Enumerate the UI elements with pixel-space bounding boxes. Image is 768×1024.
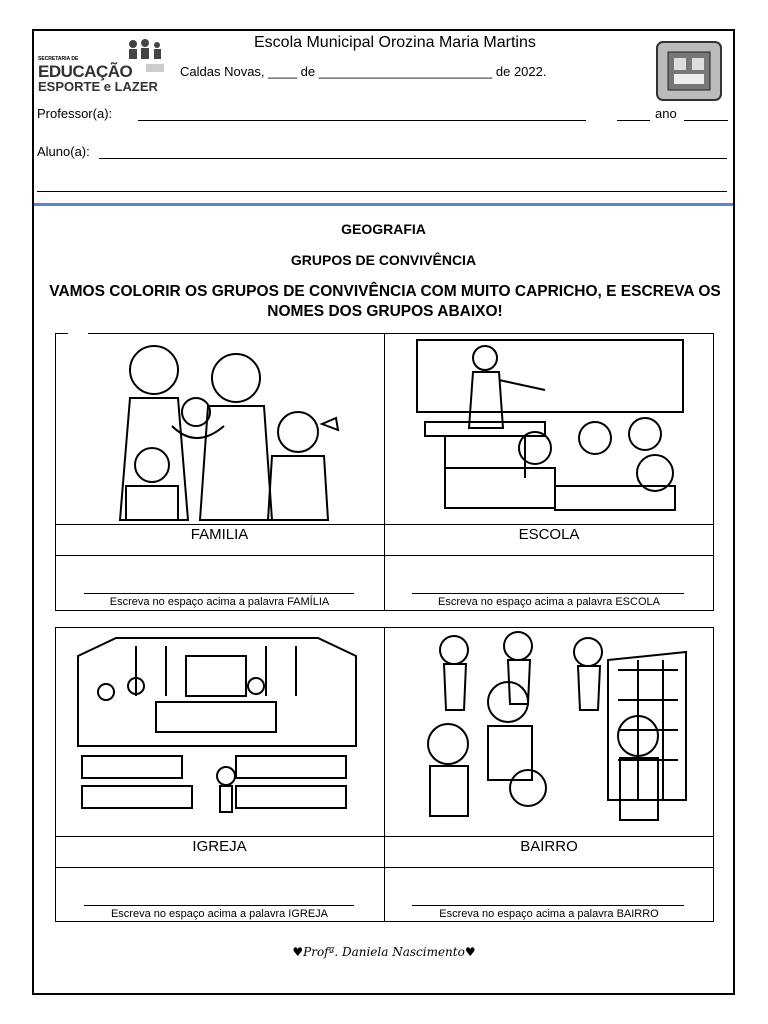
hint-igreja: Escreva no espaço acima a palavra IGREJA <box>110 908 329 920</box>
topic-title: GRUPOS DE CONVIVÊNCIA <box>290 252 477 268</box>
year-field[interactable] <box>617 120 650 121</box>
school-crest <box>654 36 724 106</box>
crest-icon <box>654 36 724 106</box>
bottom-grid-label-row-bottom <box>55 867 714 868</box>
bottom-grid-label-row-top <box>55 836 714 837</box>
teacher-signature: ♥Profª. Daniela Nascimento♥ <box>292 945 476 959</box>
football-picture <box>408 630 688 830</box>
teacher-field[interactable] <box>138 120 586 121</box>
classroom-picture <box>415 338 687 520</box>
school-name: Escola Municipal Orozina Maria Martins <box>254 34 536 51</box>
bottom-grid-divider <box>384 627 385 922</box>
grid-tick <box>68 333 88 335</box>
cell-label-escola: ESCOLA <box>518 526 580 543</box>
header-divider <box>34 203 733 206</box>
hint-bairro: Escreva no espaço acima a palavra BAIRRO <box>439 908 659 920</box>
city-date-line: Caldas Novas, ____ de ________________________ de 2022. <box>180 64 547 79</box>
write-line-igreja[interactable] <box>84 905 354 906</box>
cell-label-igreja: IGREJA <box>192 838 247 855</box>
classroom-illustration-icon <box>415 338 687 520</box>
church-picture <box>76 636 358 814</box>
top-grid-divider <box>384 333 385 611</box>
kids-playing-football-illustration-icon <box>408 630 688 830</box>
family-illustration-icon <box>96 340 350 522</box>
teacher-label: Professor(a): <box>37 106 113 121</box>
education-logo <box>36 38 170 96</box>
logo-line2: ESPORTE e LAZER <box>38 79 158 94</box>
write-line-escola[interactable] <box>412 593 684 594</box>
top-grid-label-row-top <box>55 524 714 525</box>
write-line-bairro[interactable] <box>412 905 684 906</box>
cell-label-familia: FAMILIA <box>190 526 249 543</box>
subject-title: GEOGRAFIA <box>341 221 426 237</box>
student-field[interactable] <box>99 158 727 159</box>
logo-small-text: SECRETARIA DE <box>38 56 79 62</box>
hint-familia: Escreva no espaço acima a palavra FAMÍLIA <box>109 596 330 608</box>
family-picture <box>96 340 350 522</box>
instruction-text: VAMOS COLORIR OS GRUPOS DE CONVIVÊNCIA COM MUITO CAPRICHO, E ESCREVA OS NOMES DOS GRUPOS ABAIXO! <box>49 283 721 320</box>
top-grid-label-row-bottom <box>55 555 714 556</box>
church-illustration-icon <box>76 636 358 814</box>
write-line-familia[interactable] <box>84 593 354 594</box>
logo-line1: EDUCAÇÃO <box>38 62 133 81</box>
year-suffix-field[interactable] <box>684 120 728 121</box>
cell-label-bairro: BAIRRO <box>520 838 578 855</box>
hint-escola: Escreva no espaço acima a palavra ESCOLA <box>438 596 660 608</box>
student-label: Aluno(a): <box>37 144 90 159</box>
year-label: ano <box>655 106 677 121</box>
extra-field[interactable] <box>37 191 727 192</box>
